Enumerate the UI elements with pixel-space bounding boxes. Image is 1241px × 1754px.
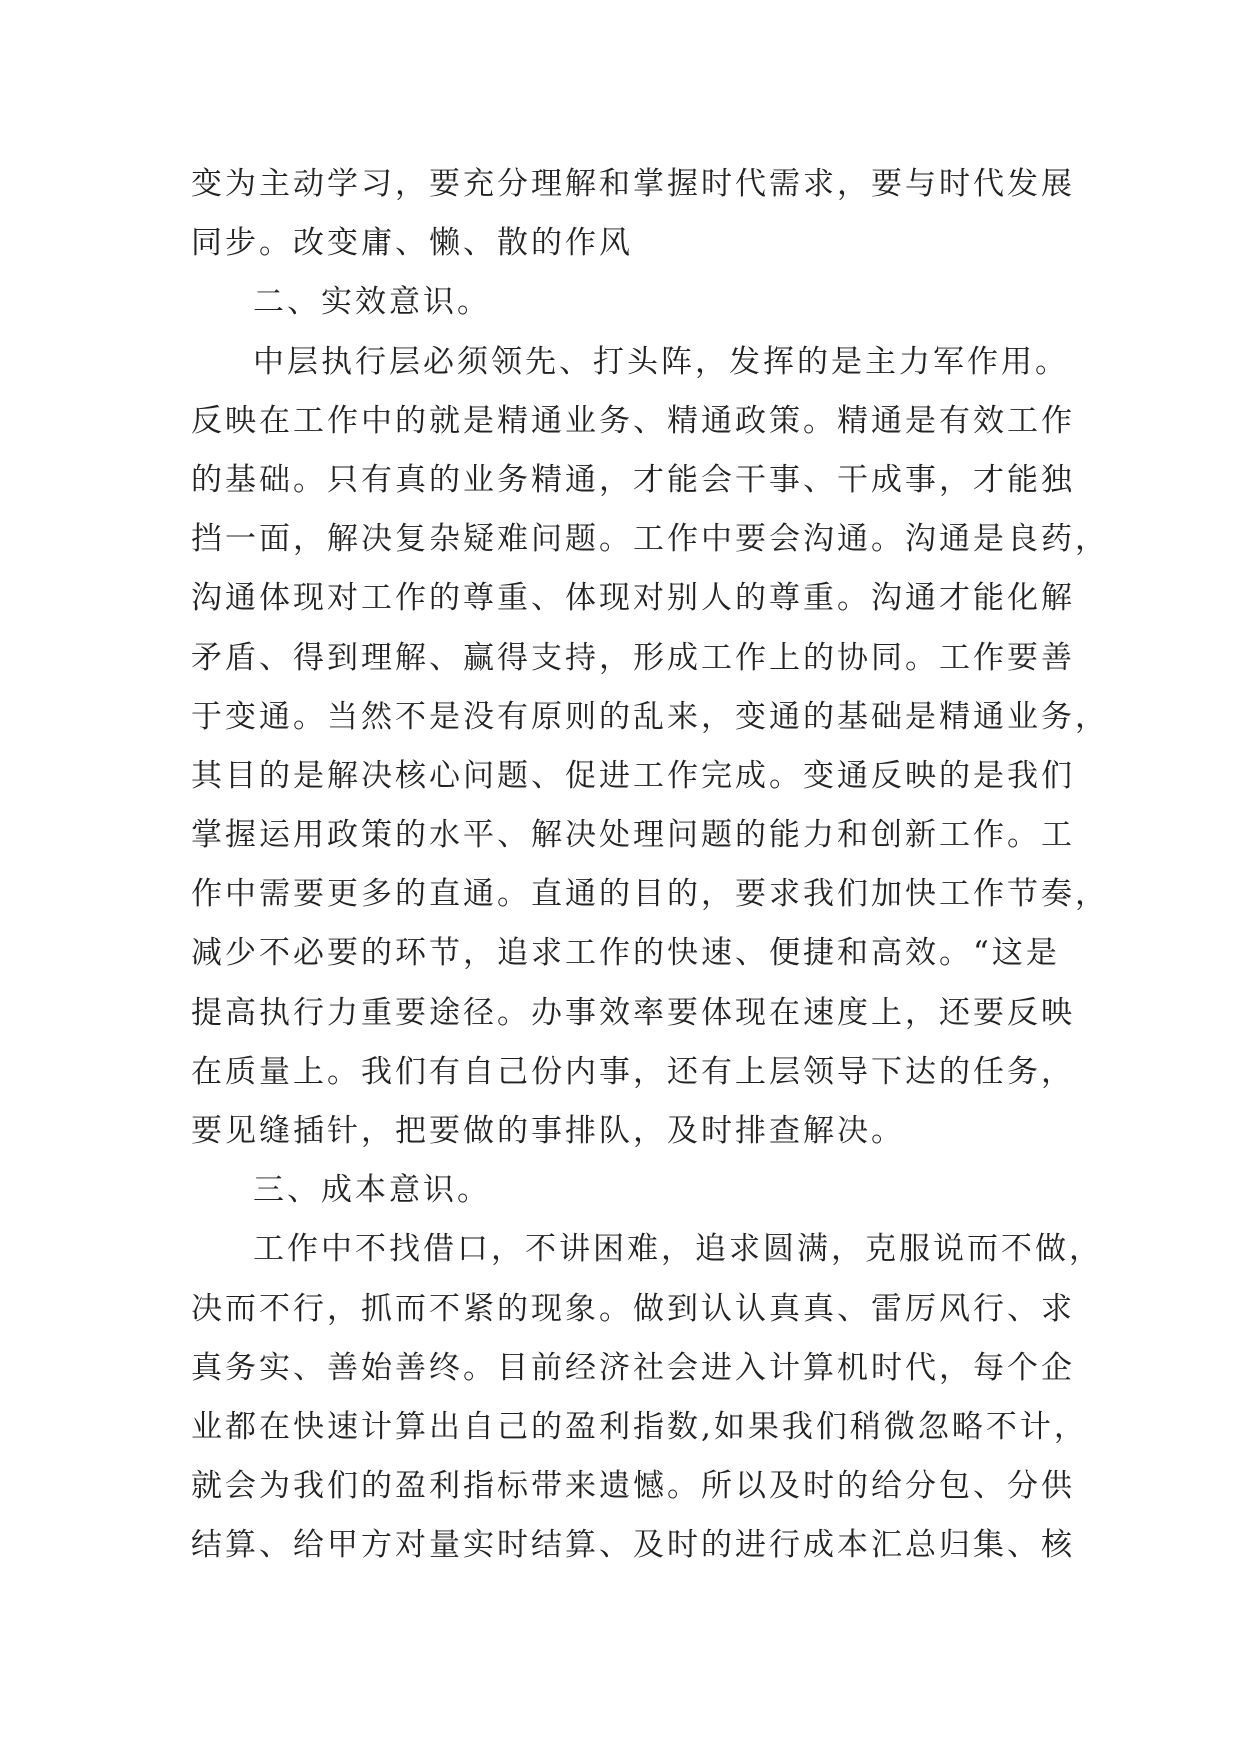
paragraph-line: 在质量上。我们有自己份内事，还有上层领导下达的任务， [191, 1053, 1075, 1090]
paragraph-line: 矛盾、得到理解、赢得支持，形成工作上的协同。工作要善 [191, 639, 1075, 676]
paragraph-line: 的基础。只有真的业务精通，才能会干事、干成事，才能独 [191, 461, 1075, 498]
paragraph-line: 提高执行力重要途径。办事效率要体现在速度上，还要反映 [191, 994, 1075, 1031]
paragraph-line: 作中需要更多的直通。直通的目的，要求我们加快工作节奏， [191, 876, 1109, 913]
section-heading: 三、成本意识。 [253, 1172, 491, 1209]
section-heading: 二、实效意识。 [253, 284, 491, 321]
paragraph-line: 掌握运用政策的水平、解决处理问题的能力和创新工作。工 [191, 817, 1075, 854]
paragraph-line: 挡一面，解决复杂疑难问题。工作中要会沟通。沟通是良药， [191, 521, 1109, 558]
paragraph-line: 工作中不找借口，不讲困难，追求圆满，克服说而不做， [253, 1231, 1103, 1268]
paragraph-line: 要见缝插针，把要做的事排队，及时排查解决。 [191, 1113, 905, 1149]
document-body [191, 155, 1109, 1576]
paragraph-line: 沟通体现对工作的尊重、体现对别人的尊重。沟通才能化解 [191, 580, 1075, 617]
paragraph-line: 其目的是解决核心问题、促进工作完成。变通反映的是我们 [191, 757, 1075, 794]
paragraph-line: 结算、给甲方对量实时结算、及时的进行成本汇总归集、核 [191, 1527, 1075, 1564]
paragraph-line: 反映在工作中的就是精通业务、精通政策。精通是有效工作 [191, 402, 1075, 439]
paragraph-line: 同步。改变庸、懒、散的作风 [191, 225, 633, 262]
paragraph-line: 业都在快速计算出自己的盈利指数,如果我们稍微忽略不计， [191, 1408, 1088, 1445]
paragraph-line: 中层执行层必须领先、打头阵，发挥的是主力军作用。 [253, 343, 1069, 380]
paragraph-line: 变为主动学习，要充分理解和掌握时代需求，要与时代发展 [191, 166, 1075, 202]
paragraph-line: 决而不行，抓而不紧的现象。做到认认真真、雷厉风行、求 [191, 1290, 1075, 1327]
paragraph-line: 减少不必要的环节，追求工作的快速、便捷和高效。“这是 [191, 935, 1060, 972]
paragraph-line: 于变通。当然不是没有原则的乱来，变通的基础是精通业务， [191, 698, 1109, 735]
paragraph-line: 真务实、善始善终。目前经济社会进入计算机时代，每个企 [191, 1349, 1075, 1386]
paragraph-line: 就会为我们的盈利指标带来遗憾。所以及时的给分包、分供 [191, 1468, 1075, 1505]
